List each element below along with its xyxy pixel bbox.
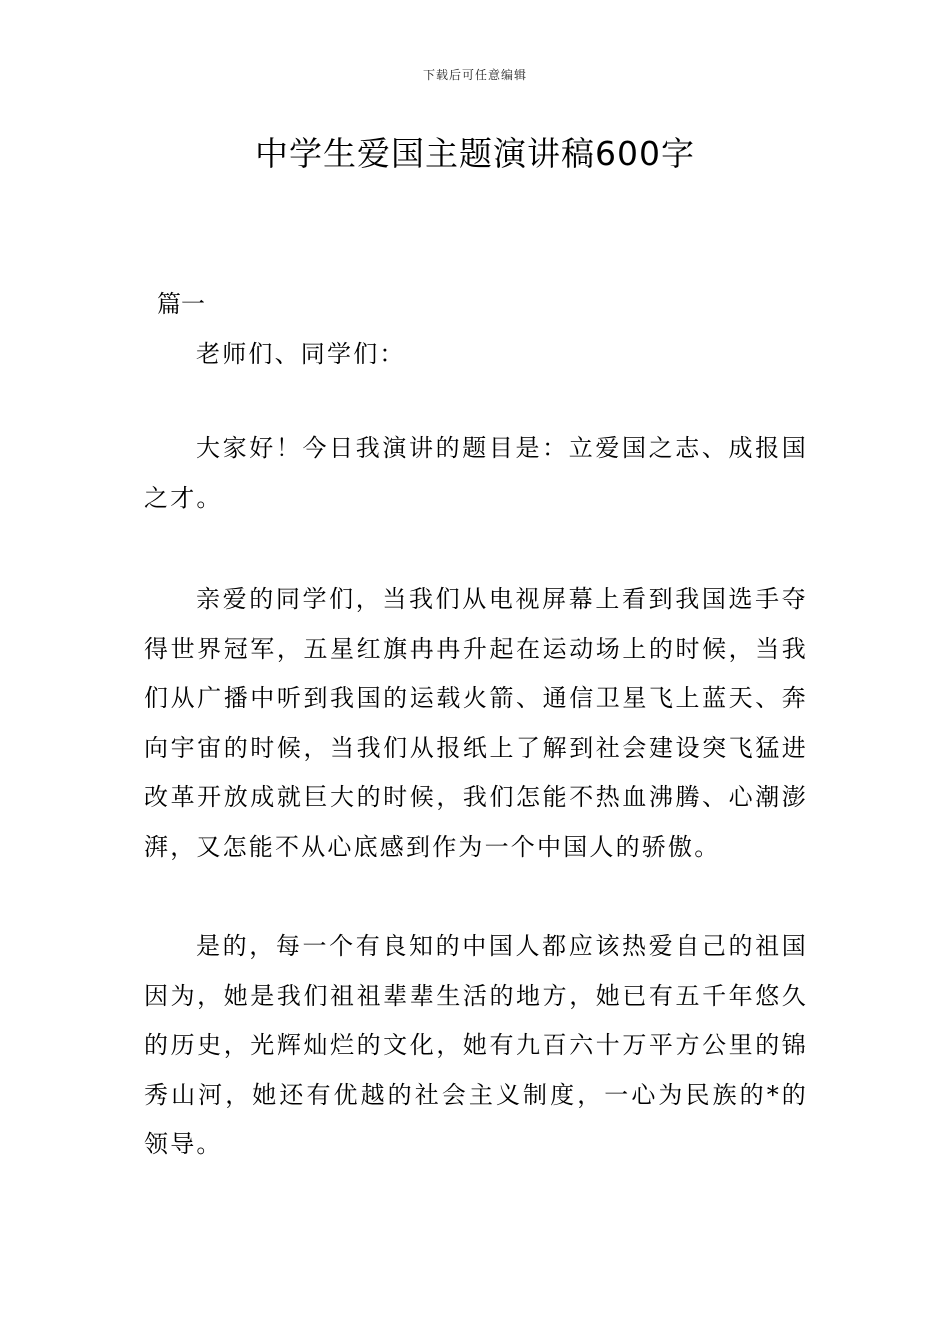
paragraph-1 [144,424,808,523]
greeting [144,330,808,380]
paragraph-text: 亲爱的同学们，当我们从电视屏幕上看到我国选手夺得世界冠军，五星红旗冉冉升起在运动场上的时候，当我们从广播中听到我国的运载火箭、通信卫星飞上蓝天、奔向宇宙的时候，当我们从报纸上了解到社会建设突飞猛进改革开放成就巨大的时候，我们怎能不热血沸腾、心潮澎湃，又怎能不从心底感到作为一个中国人的骄傲。 [144,585,808,861]
header-note: 下载后可任意编辑 [422,68,527,82]
paragraph-3 [144,922,808,1170]
page-title: 中学生爱国主题演讲稿600字 [255,134,695,173]
greeting-text: 老师们、同学们： [196,340,406,368]
section-label: 篇一 [157,290,205,318]
paragraph-text: 是的，每一个有良知的中国人都应该热爱自己的祖国因为，她是我们祖祖辈辈生活的地方，她已有五千年悠久的历史，光辉灿烂的文化，她有九百六十万平方公里的锦秀山河，她还有优越的社会主义制度，一心为民族的*的领导。 [144,932,808,1158]
paragraph-2 [144,575,808,872]
paragraph-text: 大家好！今日我演讲的题目是：立爱国之志、成报国之才。 [144,434,808,512]
